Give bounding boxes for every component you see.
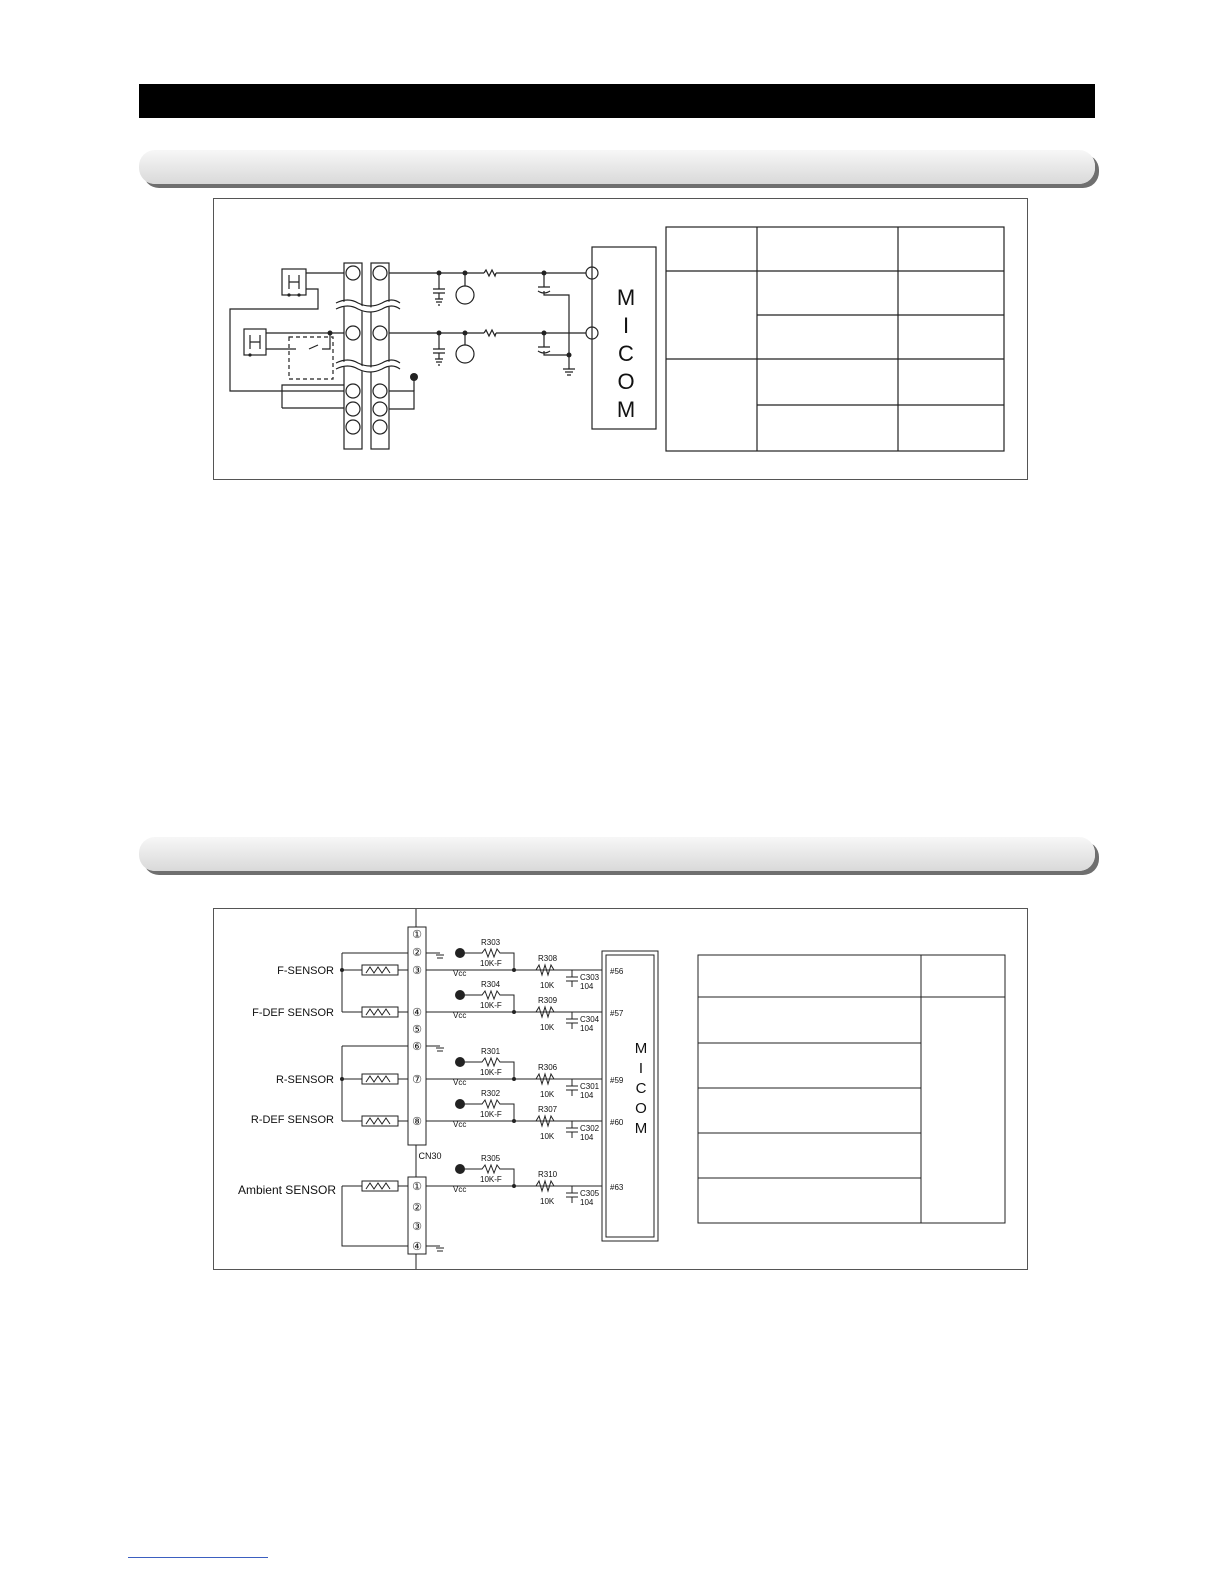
- micom-letter: I: [638, 1060, 644, 1077]
- micom-port-label: #56: [610, 967, 624, 976]
- cap-value: 104: [580, 1133, 594, 1142]
- series-resistor-label: R307: [538, 1105, 558, 1114]
- micom-letter: M: [634, 1040, 648, 1057]
- vcc-label: Vcc: [453, 1185, 467, 1194]
- connector-label: CN30: [418, 1151, 442, 1161]
- series-resistor-label: R310: [538, 1170, 558, 1179]
- pullup-resistor-label: R304: [481, 980, 501, 989]
- series-resistor-label: R308: [538, 954, 558, 963]
- footer-link-underline: [128, 1557, 268, 1558]
- micom-port-label: #63: [610, 1183, 624, 1192]
- door-switch-schematic: [214, 199, 1027, 479]
- pullup-value: 10K-F: [480, 1001, 502, 1010]
- series-resistor-label: R306: [538, 1063, 558, 1072]
- cn30-connector: [408, 927, 426, 1145]
- pullup-value: 10K-F: [480, 959, 502, 968]
- pin-label: ②: [412, 947, 422, 959]
- sensor-label-r: R-SENSOR: [275, 1074, 334, 1086]
- cap-label: C305: [580, 1189, 600, 1198]
- sensor-circuit-schematic: [214, 909, 1027, 1269]
- door-switch-diagram: [213, 198, 1028, 480]
- pin-label: ③: [412, 1221, 422, 1233]
- micom-letter: C: [618, 341, 634, 366]
- sensor-label-ambient: Ambient SENSOR: [237, 1183, 336, 1197]
- micom-letter: I: [622, 313, 630, 338]
- pullup-resistor-label: R305: [481, 1154, 501, 1163]
- micom-letter: M: [616, 397, 636, 422]
- connector-strip-right: [371, 263, 389, 449]
- micom-port-label: #60: [610, 1118, 624, 1127]
- micom-letter: O: [617, 369, 635, 394]
- pin-label: ③: [412, 965, 422, 977]
- pin-label: ④: [412, 1241, 422, 1253]
- vcc-label: Vcc: [453, 1078, 467, 1087]
- series-value: 10K: [540, 981, 555, 990]
- pullup-value: 10K-F: [480, 1110, 502, 1119]
- series-value: 10K: [540, 1132, 555, 1141]
- micom-letter: O: [635, 1100, 647, 1117]
- series-resistor-label: R309: [538, 996, 558, 1005]
- vcc-label: Vcc: [453, 1011, 467, 1020]
- micom-letter: C: [635, 1080, 647, 1097]
- sensor-circuit-diagram: [213, 908, 1028, 1270]
- pin-label: ②: [412, 1202, 422, 1214]
- pin-label: ①: [412, 929, 422, 941]
- page-title-bar: [139, 84, 1095, 118]
- vcc-label: Vcc: [453, 1120, 467, 1129]
- cap-value: 104: [580, 1024, 594, 1033]
- connector-strip-left: [344, 263, 362, 449]
- pin-label: ⑤: [412, 1024, 422, 1036]
- series-value: 10K: [540, 1197, 555, 1206]
- pin-label: ⑦: [412, 1074, 422, 1086]
- cap-value: 104: [580, 982, 594, 991]
- cap-label: C304: [580, 1015, 600, 1024]
- vcc-label: Vcc: [453, 969, 467, 978]
- pullup-resistor-label: R301: [481, 1047, 501, 1056]
- section-header-2: [139, 837, 1095, 871]
- section-header-1: [139, 150, 1095, 184]
- micom-letter: M: [634, 1120, 648, 1137]
- pin-label: ①: [412, 1181, 422, 1193]
- series-value: 10K: [540, 1023, 555, 1032]
- sensor-label-f-def: F-DEF SENSOR: [252, 1007, 334, 1019]
- cap-label: C301: [580, 1082, 600, 1091]
- micom-box-bottom: [602, 951, 658, 1241]
- cap-value: 104: [580, 1091, 594, 1100]
- micom-port-label: #59: [610, 1076, 624, 1085]
- pin-label: ④: [412, 1007, 422, 1019]
- cap-value: 104: [580, 1198, 594, 1207]
- pullup-resistor-label: R303: [481, 938, 501, 947]
- sensor-label-r-def: R-DEF SENSOR: [250, 1114, 334, 1126]
- cap-label: C302: [580, 1124, 600, 1133]
- micom-port-label: #57: [610, 1009, 624, 1018]
- cap-label: C303: [580, 973, 600, 982]
- micom-letter: M: [616, 285, 636, 310]
- sensor-label-f: F-SENSOR: [277, 965, 334, 977]
- pullup-value: 10K-F: [480, 1175, 502, 1184]
- pin-label: ⑧: [412, 1116, 422, 1128]
- pin-label: ⑥: [412, 1041, 422, 1053]
- pullup-value: 10K-F: [480, 1068, 502, 1077]
- series-value: 10K: [540, 1090, 555, 1099]
- pullup-resistor-label: R302: [481, 1089, 501, 1098]
